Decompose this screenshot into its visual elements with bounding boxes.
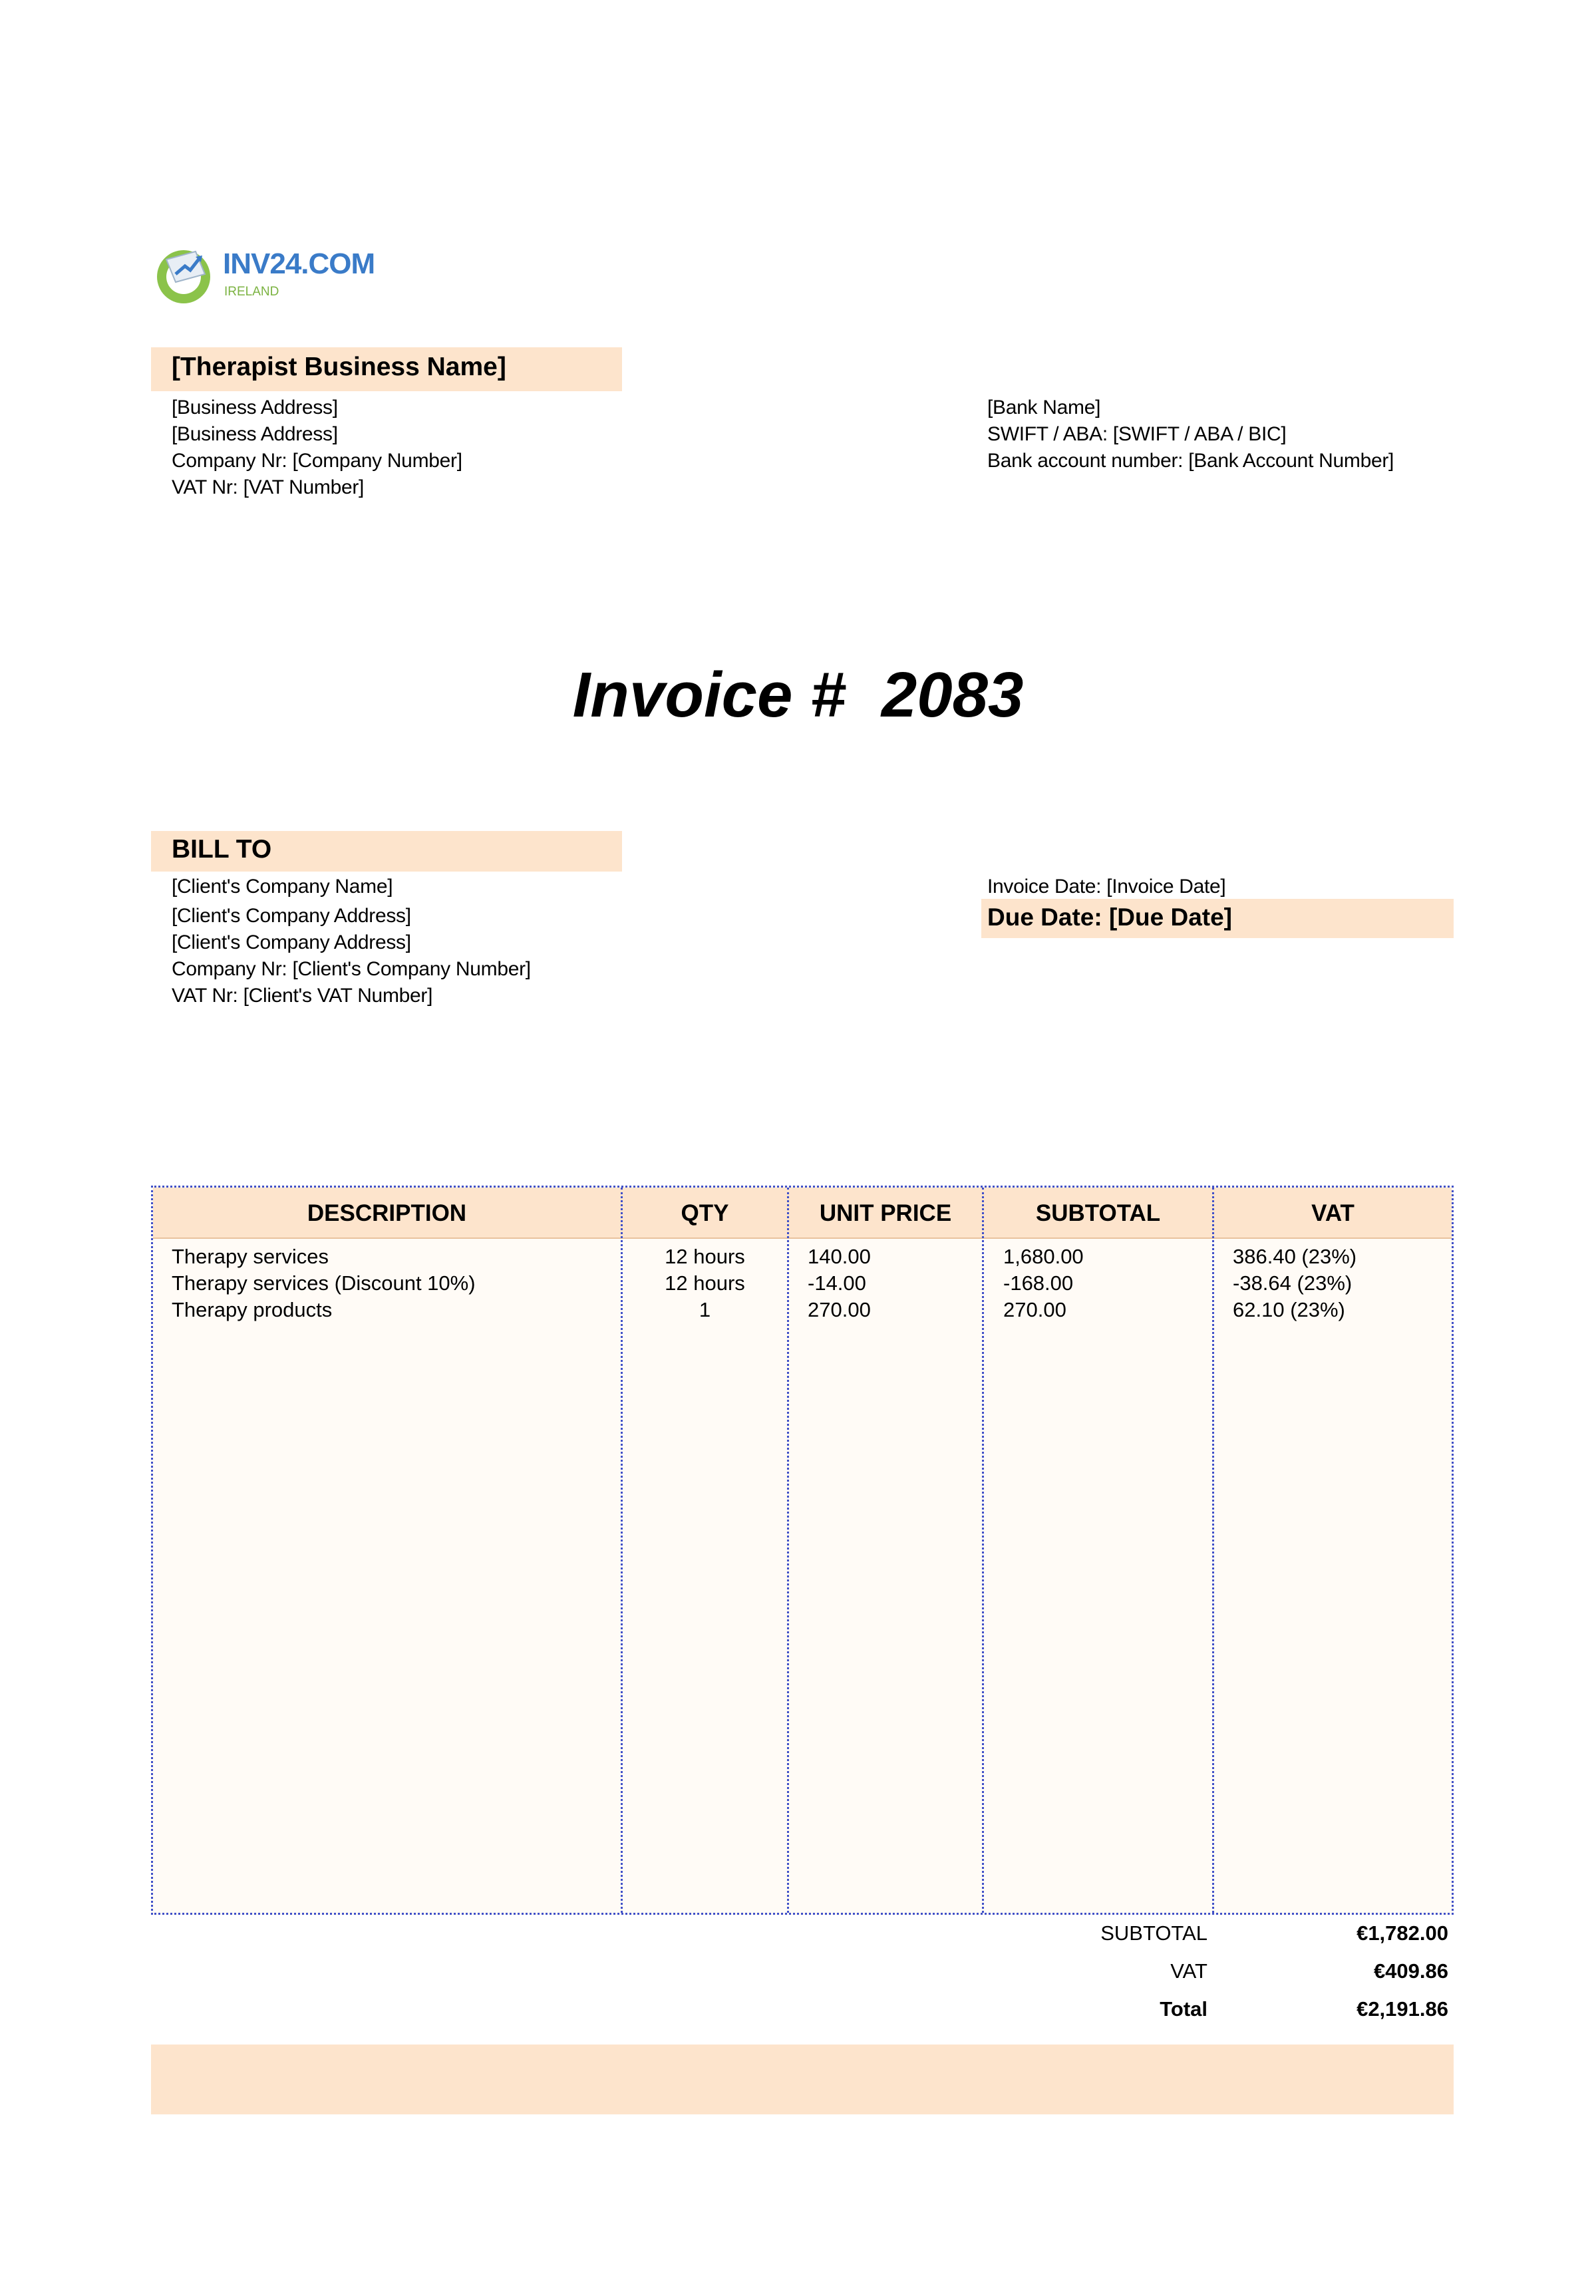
bank-account-number: Bank account number: [Bank Account Number]: [987, 450, 1394, 472]
totals-total-value: €2,191.86: [1357, 1997, 1448, 2021]
invoice-date: Invoice Date: [Invoice Date]: [987, 876, 1226, 898]
row-qty: 12 hours: [665, 1271, 745, 1295]
row-qty: 1: [699, 1298, 711, 1321]
row-vat: 62.10 (23%): [1233, 1298, 1345, 1321]
company-logo-icon: [152, 240, 218, 306]
column-divider: [982, 1188, 984, 1913]
header-subtotal: SUBTOTAL: [1035, 1200, 1161, 1226]
header-qty: QTY: [681, 1200, 729, 1226]
bill-to-label: BILL TO: [172, 835, 272, 864]
row-description: Therapy products: [172, 1298, 333, 1321]
column-divider: [1212, 1188, 1214, 1913]
row-description: Therapy services (Discount 10%): [172, 1271, 476, 1295]
seller-company-number: Company Nr: [Company Number]: [172, 450, 462, 472]
client-company-name: [Client's Company Name]: [172, 876, 393, 898]
due-date: Due Date: [Due Date]: [987, 903, 1232, 931]
header-description: DESCRIPTION: [307, 1200, 467, 1226]
totals-total-label: Total: [1160, 1997, 1207, 2021]
seller-address-line: [Business Address]: [172, 423, 338, 445]
client-vat-number: VAT Nr: [Client's VAT Number]: [172, 985, 433, 1007]
row-subtotal: 1,680.00: [1003, 1245, 1084, 1268]
totals-vat-label: VAT: [1170, 1959, 1207, 1983]
header-unit-price: UNIT PRICE: [819, 1200, 952, 1226]
row-qty: 12 hours: [665, 1245, 745, 1268]
row-subtotal: 270.00: [1003, 1298, 1066, 1321]
totals-vat-value: €409.86: [1373, 1959, 1448, 1983]
seller-vat-number: VAT Nr: [VAT Number]: [172, 476, 365, 498]
bank-swift: SWIFT / ABA: [SWIFT / ABA / BIC]: [987, 423, 1287, 445]
row-unit-price: 270.00: [808, 1298, 871, 1321]
footer-band: [151, 2045, 1454, 2114]
row-unit-price: -14.00: [808, 1271, 866, 1295]
seller-name: [Therapist Business Name]: [172, 353, 506, 381]
header-vat: VAT: [1311, 1200, 1355, 1226]
row-unit-price: 140.00: [808, 1245, 871, 1268]
row-vat: 386.40 (23%): [1233, 1245, 1357, 1268]
column-divider: [787, 1188, 789, 1913]
client-address-line: [Client's Company Address]: [172, 931, 411, 953]
invoice-title-prefix: Invoice #: [572, 659, 846, 731]
row-vat: -38.64 (23%): [1233, 1271, 1353, 1295]
bank-name: [Bank Name]: [987, 397, 1101, 418]
client-company-number: Company Nr: [Client's Company Number]: [172, 958, 531, 980]
invoice-title: [0, 659, 1596, 732]
column-divider: [621, 1188, 623, 1913]
totals-subtotal-value: €1,782.00: [1357, 1921, 1448, 1945]
invoice-number: 2083: [881, 659, 1024, 731]
totals-subtotal-label: SUBTOTAL: [1100, 1921, 1207, 1945]
row-subtotal: -168.00: [1003, 1271, 1074, 1295]
row-description: Therapy services: [172, 1245, 329, 1268]
logo-text: INV24.COM: [223, 247, 375, 280]
seller-address-line: [Business Address]: [172, 397, 338, 418]
logo-subtext: IRELAND: [224, 285, 279, 299]
client-address-line: [Client's Company Address]: [172, 905, 411, 927]
